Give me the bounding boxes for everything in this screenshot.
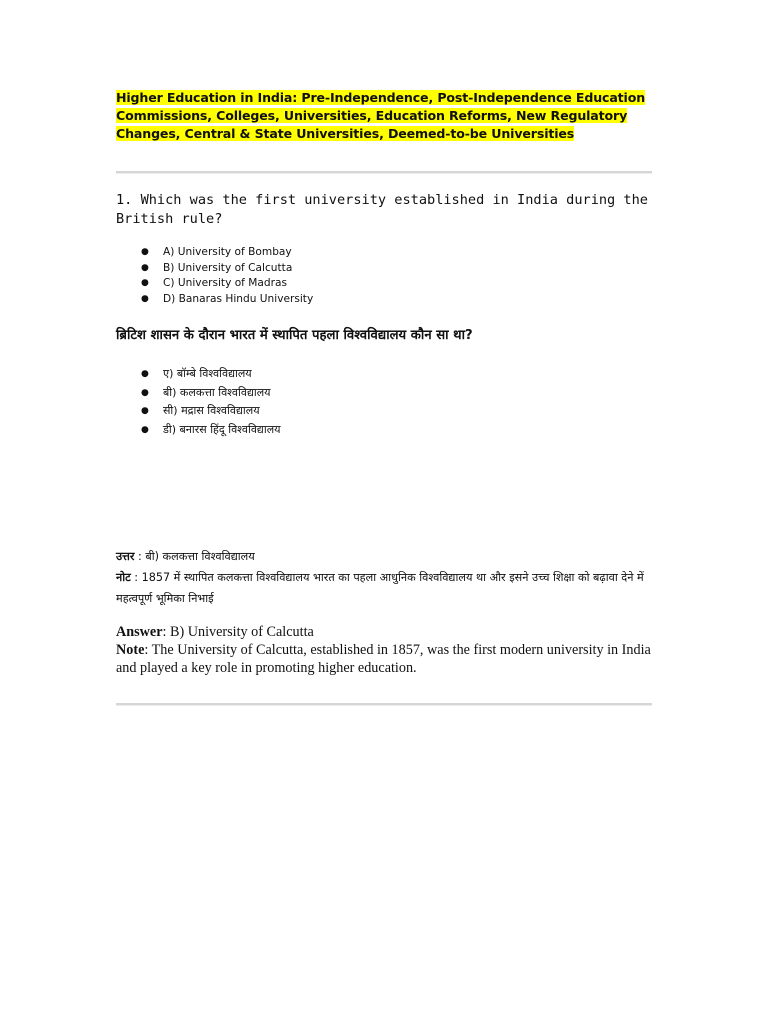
option-item	[116, 421, 281, 440]
option-text: B) University of Calcutta	[163, 261, 293, 274]
question-text: Which was the first university established in India during the British rule?	[116, 192, 648, 227]
option-text: सी) मद्रास विश्वविद्यालय	[163, 404, 260, 417]
answer-line-hindi	[116, 546, 656, 567]
note-line-english	[116, 641, 656, 677]
bullet-icon: ●	[141, 262, 149, 273]
option-item	[116, 276, 313, 292]
options-list-english	[116, 245, 313, 307]
option-item	[116, 365, 281, 384]
question-english	[116, 191, 656, 229]
bullet-icon: ●	[141, 406, 149, 416]
options-list-hindi	[116, 365, 281, 439]
horizontal-rule-top	[116, 171, 652, 174]
bullet-icon: ●	[141, 387, 149, 398]
note-line-hindi	[116, 567, 656, 609]
answer-line-english	[116, 623, 656, 641]
answer-block-english	[116, 623, 656, 677]
note-text-english: : The University of Calcutta, established in 1857, was the first modern university in India and played a key role in promoting higher education.	[116, 642, 651, 676]
note-text-hindi: : 1857 में स्थापित कलकत्ता विश्वविद्यालय भारत का पहला आधुनिक विश्वविद्यालय था और इसने उच्च शिक्षा को बढ़ावा देने में महत्वपूर्ण भूमिका निभाई	[116, 571, 644, 605]
answer-label-english: Answer	[116, 624, 163, 640]
note-label-hindi: नोट	[116, 571, 131, 584]
option-item	[116, 402, 281, 421]
option-text: डी) बनारस हिंदू विश्वविद्यालय	[163, 422, 281, 436]
option-text: D) Banaras Hindu University	[163, 292, 314, 305]
option-text: बी) कलकत्ता विश्वविद्यालय	[163, 385, 271, 399]
option-item	[116, 384, 281, 403]
option-item	[116, 292, 313, 308]
document-heading	[116, 89, 656, 143]
answer-label-hindi: उत्तर	[116, 550, 135, 563]
bullet-icon: ●	[141, 247, 149, 257]
option-item	[116, 261, 313, 277]
option-text: ए) बॉम्बे विश्वविद्यालय	[163, 367, 252, 380]
bullet-icon: ●	[141, 293, 149, 304]
question-number: 1.	[116, 192, 133, 208]
heading-highlight: Higher Education in India: Pre-Independence, Post-Independence Education Commissions, Colleges, Universities, Education Reforms, New Regulatory Changes, Central & State Universities, Deemed-to-be Universities	[116, 90, 646, 141]
question-hindi: ब्रिटिश शासन के दौरान भारत में स्थापित पहला विश्वविद्यालय कौन सा था?	[116, 328, 473, 343]
note-label-english: Note	[116, 642, 145, 658]
option-text: A) University of Bombay	[163, 246, 292, 258]
answer-value-hindi: : बी) कलकत्ता विश्वविद्यालय	[134, 550, 255, 563]
answer-block-hindi	[116, 546, 656, 609]
bullet-icon: ●	[141, 369, 149, 379]
horizontal-rule-bottom	[116, 703, 652, 706]
answer-value-english: : B) University of Calcutta	[162, 624, 314, 640]
bullet-icon: ●	[141, 424, 149, 435]
option-text: C) University of Madras	[163, 277, 288, 289]
option-item	[116, 245, 313, 261]
bullet-icon: ●	[141, 278, 149, 288]
